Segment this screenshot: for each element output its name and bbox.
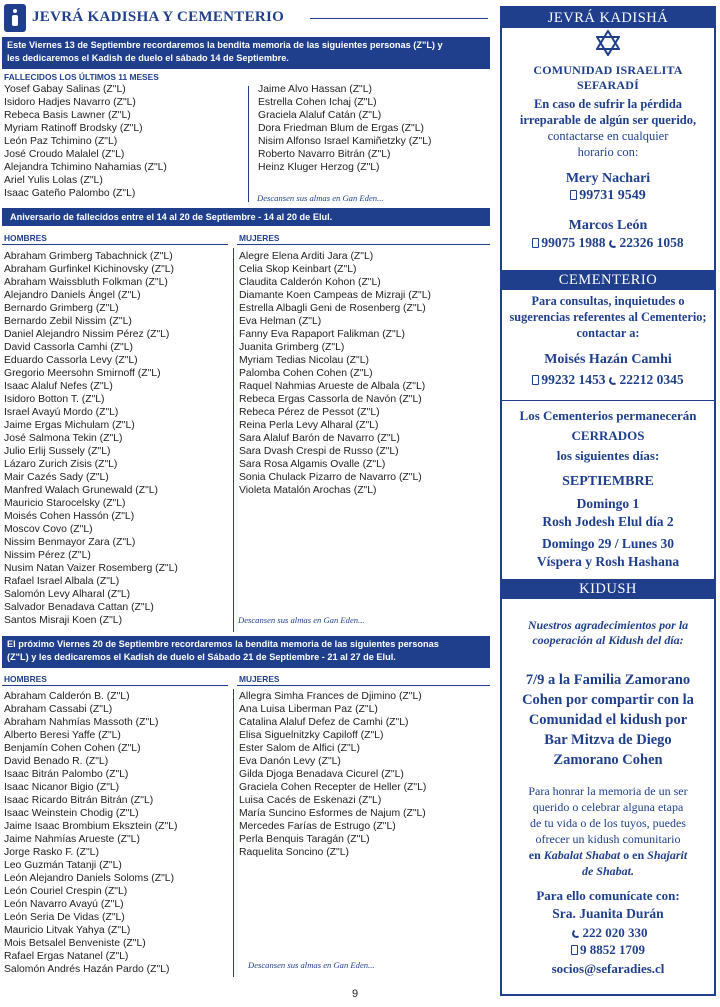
banner-1-line-2: les dedicaremos el Kadish de duelo el sábado 14 de Septiembre. <box>7 53 289 63</box>
men-heading-underline-1 <box>2 244 228 245</box>
announcement-banner-1 <box>2 37 490 69</box>
kidush-detail-line: 7/9 a la Familia Zamorano <box>525 672 691 688</box>
name-entry: Claudita Calderón Kohon (Z"L) <box>239 277 381 288</box>
honor-line-5 <box>502 847 714 863</box>
name-entry: León Couriel Crespin (Z"L) <box>4 886 128 897</box>
contact-2-cell-number[interactable]: 99075 1988 <box>541 235 606 250</box>
name-entry: Nissim Benmayor Zara (Z"L) <box>4 537 136 548</box>
name-entry: Abraham Cassabi (Z"L) <box>4 704 113 715</box>
kidush-detail-line: Comunidad el kidush por <box>528 712 688 728</box>
name-entry: Celia Skop Keinbart (Z"L) <box>239 264 357 275</box>
name-entry: Allegra Simha Frances de Djimino (Z"L) <box>239 691 422 702</box>
name-entry: Alejandra Tchimino Nahamias (Z"L) <box>4 162 167 173</box>
contact-intro <box>502 96 714 160</box>
contact-4-tel <box>502 925 714 941</box>
name-entry: León Seria De Vidas (Z"L) <box>4 912 125 923</box>
name-entry: Mois Betsalel Benveniste (Z"L) <box>4 938 146 949</box>
name-entry: Mercedes Farías de Estrugo (Z"L) <box>239 821 396 832</box>
closed-day-1-desc: Rosh Jodesh Elul día 2 <box>542 514 674 529</box>
name-entry: Nisim Alfonso Israel Kamiñetzky (Z"L) <box>258 136 432 147</box>
honor-line-5-d: Shajarit <box>647 848 688 862</box>
name-entry: Gregorio Meersohn Smirnoff (Z"L) <box>4 368 161 379</box>
name-entry: Mauricio Starocelsky (Z"L) <box>4 498 126 509</box>
kadisha-title: JEVRÁ KADISHÁ <box>502 8 714 28</box>
name-entry: Alegre Elena Arditi Jara (Z"L) <box>239 251 374 262</box>
community-name: COMUNIDAD ISRAELITA SEFARADÍ <box>533 63 683 92</box>
name-entry: Gilda Djoga Benadava Cicurel (Z"L) <box>239 769 404 780</box>
name-entry: Jaime Nahmías Arueste (Z"L) <box>4 834 140 845</box>
honor-line: de tu vida o de los tuyos, puedes <box>530 816 686 830</box>
name-entry: Abraham Nahmías Massoth (Z"L) <box>4 717 159 728</box>
recent-deceased-heading: FALLECIDOS LOS ÚLTIMOS 11 MESES <box>4 72 159 82</box>
cementerio-intro <box>502 293 714 341</box>
name-entry: Israel Avayú Mordo (Z"L) <box>4 407 119 418</box>
name-entry: Isidoro Botton T. (Z"L) <box>4 394 105 405</box>
recent-deceased-list-2 <box>258 83 431 174</box>
closed-notice-line: Los Cementerios permanecerán <box>519 408 697 423</box>
name-entry: Dora Friedman Blum de Ergas (Z"L) <box>258 123 424 134</box>
name-entry: Ana Luisa Liberman Paz (Z"L) <box>239 704 378 715</box>
name-entry: Jaime Isaac Brombium Eksztein (Z"L) <box>4 821 178 832</box>
name-entry: Violeta Matalón Arochas (Z"L) <box>239 485 377 496</box>
name-entry: Sara Rosa Algamis Ovalle (Z"L) <box>239 459 386 470</box>
kidush-detail-line: Cohen por compartir con la <box>522 692 694 708</box>
name-entry: Myriam Tedias Nicolau (Z"L) <box>239 355 369 366</box>
mobile-phone-icon <box>532 375 539 385</box>
name-entry: Alejandro Daniels Ángel (Z"L) <box>4 290 141 301</box>
women-heading-2: MUJERES <box>239 674 280 684</box>
name-entry: Alberto Beresi Yaffe (Z"L) <box>4 730 121 741</box>
kidush-title: KIDUSH <box>502 579 714 599</box>
closed-day-1: Domingo 1 <box>576 496 640 511</box>
closed-day-2: Domingo 29 / Lunes 30 <box>541 536 675 551</box>
name-entry: Juanita Grimberg (Z"L) <box>239 342 345 353</box>
name-entry: Salvador Benadava Cattan (Z"L) <box>4 602 154 613</box>
name-entry: Jaime Ergas Michulam (Z"L) <box>4 420 135 431</box>
page-title: JEVRÁ KADISHA Y CEMENTERIO <box>32 9 285 25</box>
mobile-phone-icon <box>571 945 578 955</box>
name-entry: José Croudo Malalel (Z"L) <box>4 149 125 160</box>
name-entry: Isidoro Hadjes Navarro (Z"L) <box>4 97 136 108</box>
name-entry: Isaac Bitrán Palombo (Z"L) <box>4 769 129 780</box>
name-entry: Bernardo Zebil Nissim (Z"L) <box>4 316 132 327</box>
closed-notice-line: los siguientes días: <box>556 448 660 463</box>
rest-in-peace-2: Descansen sus almas en Gan Eden... <box>238 615 365 625</box>
men-heading-2: HOMBRES <box>4 674 47 684</box>
announcement-banner-3 <box>2 636 490 668</box>
name-entry: Perla Benquis Taragán (Z"L) <box>239 834 370 845</box>
announcement-banner-2: Aniversario de fallecidos entre el 14 al 20 de Septiembre - 14 al 20 de Elul. <box>2 208 490 226</box>
column-divider <box>233 248 234 632</box>
divider <box>502 400 714 401</box>
contact-2-name: Marcos León <box>568 218 648 233</box>
name-entry: Lázaro Zurich Zisis (Z"L) <box>4 459 118 470</box>
contact-4-cell-number[interactable]: 9 8852 1709 <box>580 942 645 957</box>
contact-4-cell <box>502 942 714 958</box>
name-entry: Rebeca Ergas Cassorla de Navón (Z"L) <box>239 394 422 405</box>
name-entry: Diamante Koen Campeas de Mizraji (Z"L) <box>239 290 431 301</box>
name-entry: Eva Helman (Z"L) <box>239 316 322 327</box>
name-entry: Yosef Gabay Salinas (Z"L) <box>4 84 126 95</box>
name-entry: Abraham Calderón B. (Z"L) <box>4 691 130 702</box>
telephone-icon <box>608 375 618 385</box>
name-entry: Julio Erlij Sussely (Z"L) <box>4 446 111 457</box>
telephone-icon <box>608 238 618 248</box>
name-entry: Rafael Ergas Natanel (Z"L) <box>4 951 129 962</box>
women-heading-1: MUJERES <box>239 233 280 243</box>
name-entry: Abraham Gurfinkel Kichinovsky (Z"L) <box>4 264 174 275</box>
contact-3-name: Moisés Hazán Camhi <box>544 352 672 367</box>
name-entry: Isaac Ricardo Bitrán Bitrán (Z"L) <box>4 795 154 806</box>
name-entry: Salomón Andrés Hazán Pardo (Z"L) <box>4 964 170 975</box>
honor-line: Para honrar la memoria de un ser <box>528 784 688 798</box>
closed-notice-line: CERRADOS <box>571 428 645 443</box>
contact-1-cell-number[interactable]: 99731 9549 <box>579 188 646 203</box>
banner-3-line-2: (Z"L) y les dedicaremos el Kadish de duelo el Sábado 21 de Septiembre - 21 al 27 de Elul. <box>7 652 396 662</box>
mobile-phone-icon <box>532 238 539 248</box>
honor-line: ofrecer un kidush comunitario <box>535 832 681 846</box>
name-entry: León Alejandro Daniels Soloms (Z"L) <box>4 873 175 884</box>
column-divider <box>233 689 234 977</box>
name-entry: Rafael Israel Albala (Z"L) <box>4 576 120 587</box>
contact-3-cell-number[interactable]: 99232 1453 <box>541 372 606 387</box>
kidush-detail-line: Zamorano Cohen <box>553 752 663 768</box>
name-entry: Palomba Cohen Cohen (Z"L) <box>239 368 373 379</box>
kidush-detail-line: Bar Mitzva de Diego <box>544 732 672 748</box>
contact-prompt: Para ello comunícate con: <box>536 888 680 903</box>
name-entry: David Benado R. (Z"L) <box>4 756 109 767</box>
name-entry: León Navarro Avayú (Z"L) <box>4 899 124 910</box>
name-entry: María Suncino Esformes de Najum (Z"L) <box>239 808 426 819</box>
kidush-detail <box>502 670 714 770</box>
contact-3-phones <box>502 372 714 388</box>
name-entry: Mauricio Litvak Yahya (Z"L) <box>4 925 131 936</box>
contact-1-cell <box>502 188 714 204</box>
section-logo-icon <box>4 4 26 32</box>
cementerio-title: CEMENTERIO <box>502 270 714 290</box>
name-entry: Bernardo Grimberg (Z"L) <box>4 303 119 314</box>
contact-1-name: Mery Nachari <box>565 171 651 186</box>
name-entry: Rebeca Basis Lawner (Z"L) <box>4 110 131 121</box>
name-entry: Sara Dvash Crespi de Russo (Z"L) <box>239 446 399 457</box>
name-entry: Estrella Cohen Ichaj (Z"L) <box>258 97 377 108</box>
name-entry: Rebeca Pérez de Pessot (Z"L) <box>239 407 380 418</box>
name-entry: Fanny Eva Rapaport Falikman (Z"L) <box>239 329 405 340</box>
name-entry: Estrella Albagli Geni de Rosenberg (Z"L) <box>239 303 426 314</box>
men-heading-underline-2 <box>2 685 228 686</box>
name-entry: Graciela Alaluf Catán (Z"L) <box>258 110 382 121</box>
name-entry: Daniel Alejandro Nissim Pérez (Z"L) <box>4 329 170 340</box>
contact-email[interactable]: socios@sefaradies.cl <box>551 961 665 976</box>
anniversary-women-list <box>239 250 431 497</box>
name-entry: Mair Cazés Sady (Z"L) <box>4 472 109 483</box>
name-entry: Raquelita Soncino (Z"L) <box>239 847 349 858</box>
closed-notice <box>502 406 714 466</box>
mobile-phone-icon <box>570 190 577 200</box>
kidush-thanks-line: cooperación al Kidush del día: <box>532 633 684 647</box>
star-of-david-icon <box>502 30 714 61</box>
name-entry: Sonia Chulack Pizarro de Navarro (Z"L) <box>239 472 422 483</box>
name-entry: León Paz Tchimino (Z"L) <box>4 136 118 147</box>
name-entry: Leo Guzmán Tatanji (Z"L) <box>4 860 122 871</box>
men-heading-1: HOMBRES <box>4 233 47 243</box>
contact-intro-line: irreparable de algún ser querido, <box>519 113 697 127</box>
upcoming-men-list <box>4 690 177 976</box>
closed-day-2-desc: Víspera y Rosh Hashana <box>536 554 680 569</box>
contact-4-tel-number[interactable]: 222 020 330 <box>582 925 648 940</box>
name-entry: Isaac Nicanor Bigio (Z"L) <box>4 782 120 793</box>
telephone-icon <box>571 928 581 938</box>
upcoming-women-list <box>239 690 426 859</box>
honor-line-5-c: o en <box>620 848 648 862</box>
name-entry: Raquel Nahmias Arueste de Albala (Z"L) <box>239 381 426 392</box>
name-entry: Moscov Covo (Z"L) <box>4 524 93 535</box>
women-heading-underline-1 <box>237 244 490 245</box>
name-entry: Isaac Alaluf Nefes (Z"L) <box>4 381 113 392</box>
name-entry: Abraham Grimberg Tabachnick (Z"L) <box>4 251 173 262</box>
name-entry: Ester Salom de Alfici (Z"L) <box>239 743 360 754</box>
name-entry: Sara Alaluf Barón de Navarro (Z"L) <box>239 433 400 444</box>
name-entry: Luisa Cacés de Eskenazi (Z"L) <box>239 795 382 806</box>
name-entry: Abraham Waissbluth Folkman (Z"L) <box>4 277 168 288</box>
name-entry: Roberto Navarro Bitrán (Z"L) <box>258 149 391 160</box>
honor-line-5-a: en <box>528 848 544 862</box>
name-entry: Benjamín Cohen Cohen (Z"L) <box>4 743 141 754</box>
name-entry: José Salmona Tekin (Z"L) <box>4 433 123 444</box>
contact-intro-line: contactarse en cualquier <box>547 129 669 143</box>
page-number: 9 <box>352 988 359 1000</box>
name-entry: Nissim Pérez (Z"L) <box>4 550 91 561</box>
name-entry: Manfred Walach Grunewald (Z"L) <box>4 485 159 496</box>
contact-intro-line: horario con: <box>577 145 639 159</box>
recent-deceased-list-1 <box>4 83 167 200</box>
cementerio-intro-line: sugerencias referentes al Cementerio; <box>509 310 707 324</box>
name-entry: Isaac Gateño Palombo (Z"L) <box>4 188 136 199</box>
name-entry: Catalina Alaluf Defez de Camhi (Z"L) <box>239 717 409 728</box>
name-entry: Salomón Levy Alharal (Z"L) <box>4 589 131 600</box>
closed-month: SEPTIEMBRE <box>562 474 654 489</box>
kidush-thanks-line: Nuestros agradecimientos por la <box>527 618 689 632</box>
name-entry: Heinz Kluger Herzog (Z"L) <box>258 162 380 173</box>
honor-text <box>502 783 714 879</box>
sidebar-panel <box>500 6 716 996</box>
honor-line: querido o celebrar alguna etapa <box>532 800 684 814</box>
name-entry: Myriam Ratinoff Brodsky (Z"L) <box>4 123 143 134</box>
women-heading-underline-2 <box>237 685 490 686</box>
column-divider <box>248 86 249 202</box>
rest-in-peace-1: Descansen sus almas en Gan Eden... <box>257 193 384 203</box>
honor-line-5-b: Kabalat Shabat <box>543 848 621 862</box>
banner-1-line-1: Este Viernes 13 de Septiembre recordaremos la bendita memoria de las siguientes personas (Z"L) y <box>7 40 443 50</box>
name-entry: Reina Perla Levy Alharal (Z"L) <box>239 420 379 431</box>
cementerio-intro-line: Para consultas, inquietudes o <box>531 294 685 308</box>
name-entry: Eva Danón Levy (Z"L) <box>239 756 341 767</box>
name-entry: Graciela Cohen Recepter de Heller (Z"L) <box>239 782 427 793</box>
anniversary-men-list <box>4 250 178 627</box>
name-entry: Moisés Cohen Hassón (Z"L) <box>4 511 135 522</box>
banner-3-line-1: El próximo Viernes 20 de Septiembre recordaremos la bendita memoria de las siguientes personas <box>7 639 439 649</box>
name-entry: Nusim Natan Vaizer Rosemberg (Z"L) <box>4 563 178 574</box>
name-entry: Jorge Rasko F. (Z"L) <box>4 847 99 858</box>
name-entry: Isaac Weinstein Chodig (Z"L) <box>4 808 139 819</box>
name-entry: David Cassorla Camhi (Z"L) <box>4 342 133 353</box>
contact-2-phones <box>502 235 714 251</box>
contact-2-tel-number[interactable]: 22326 1058 <box>619 235 684 250</box>
rest-in-peace-3: Descansen sus almas en Gan Eden... <box>248 960 375 970</box>
name-entry: Eduardo Cassorla Levy (Z"L) <box>4 355 138 366</box>
name-entry: Jaime Alvo Hassan (Z"L) <box>258 84 372 95</box>
honor-line-6: de Shabat. <box>581 864 634 878</box>
kidush-thanks <box>502 618 714 648</box>
name-entry: Santos Misraji Koen (Z"L) <box>4 615 123 626</box>
name-entry: Ariel Yulis Lolas (Z"L) <box>4 175 103 186</box>
name-entry: Elisa Siguelnitzky Capiloff (Z"L) <box>239 730 384 741</box>
contact-intro-line: En caso de sufrir la pérdida <box>533 97 683 111</box>
contact-3-tel-number[interactable]: 22212 0345 <box>619 372 684 387</box>
cementerio-intro-line: contactar a: <box>576 326 640 340</box>
title-underline <box>310 18 488 19</box>
contact-4-name: Sra. Juanita Durán <box>552 906 664 921</box>
